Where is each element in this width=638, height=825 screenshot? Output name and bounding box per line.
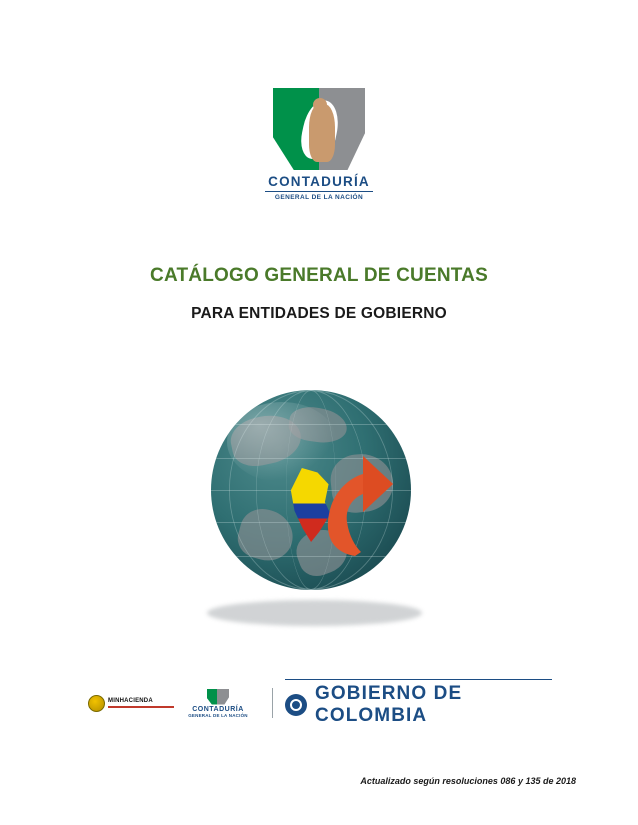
header-logo-rule xyxy=(265,191,373,192)
gobierno-seal-icon xyxy=(285,694,307,716)
up-arrow-icon xyxy=(309,430,399,560)
cgn-emblem-icon xyxy=(207,689,229,705)
minhacienda-logo xyxy=(88,695,166,712)
page-subtitle: PARA ENTIDADES DE GOBIERNO xyxy=(191,304,447,322)
header-logo xyxy=(259,88,379,201)
minhacienda-rule xyxy=(108,706,174,708)
header-logo-name: CONTADURÍA xyxy=(268,174,370,189)
emblem-figure-shape xyxy=(309,104,335,162)
footer-contaduria-name: CONTADURÍA xyxy=(192,705,244,713)
footnote-text: Actualizado según resoluciones 086 y 135 de 2018 xyxy=(360,776,576,786)
footer-logo-bar xyxy=(88,683,552,726)
footer-contaduria-subtitle: GENERAL DE LA NACIÓN xyxy=(188,712,248,718)
minhacienda-seal-icon xyxy=(88,695,105,712)
emblem-grey-shape xyxy=(217,689,229,705)
page-title: CATÁLOGO GENERAL DE CUENTAS xyxy=(150,264,488,286)
globe-shadow xyxy=(207,600,422,626)
gobierno-label: GOBIERNO DE COLOMBIA xyxy=(315,683,463,726)
minhacienda-label: MINHACIENDA xyxy=(108,697,153,704)
header-logo-subtitle: GENERAL DE LA NACIÓN xyxy=(274,194,364,201)
footer-contaduria-logo xyxy=(176,689,260,718)
gobierno-de-colombia-logo xyxy=(285,679,552,727)
globe-colombia-arrow-illustration xyxy=(189,382,449,632)
cgn-emblem-icon xyxy=(273,88,365,170)
footer-divider xyxy=(272,688,273,718)
